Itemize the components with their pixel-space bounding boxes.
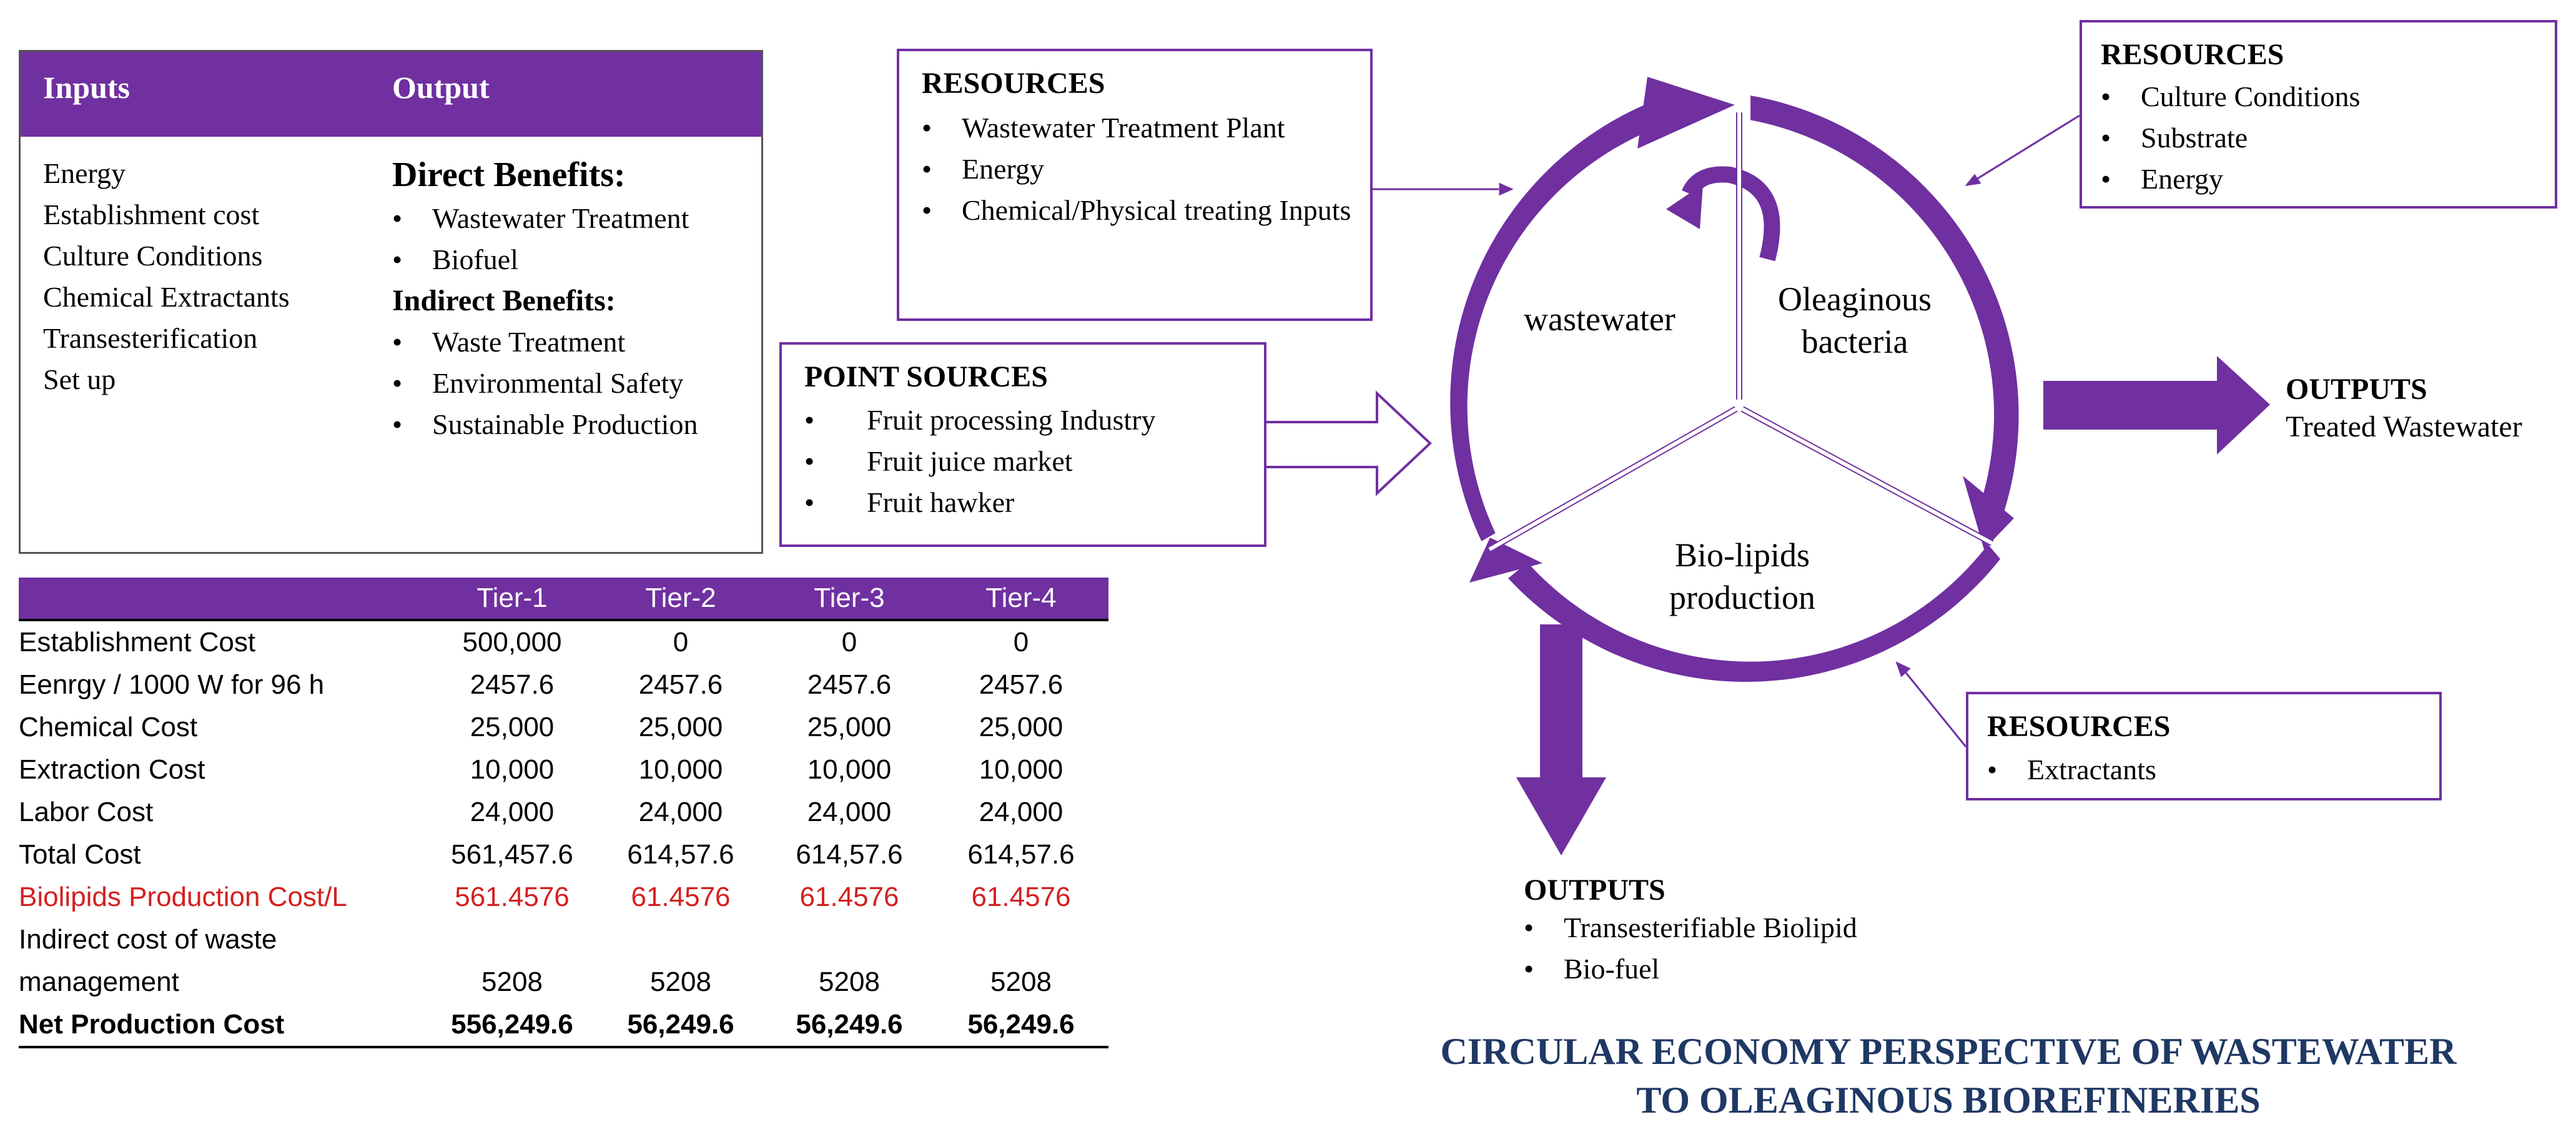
cell: 500,000: [462, 627, 562, 657]
cell: 10,000: [807, 754, 892, 785]
row-label: Labor Cost: [19, 797, 154, 827]
cell: 25,000: [638, 712, 723, 742]
resources-extractants-box: [1966, 692, 2442, 800]
outputs-bottom: [1524, 873, 2086, 990]
resource-item: • Chemical/Physical treating Inputs: [922, 190, 1359, 231]
cell: 614,57.6: [796, 839, 903, 870]
column-header: Tier-1: [428, 578, 596, 620]
resources-bacteria-box: [2080, 20, 2557, 209]
indirect-benefit-item: • Environmental Safety: [392, 363, 754, 404]
row-label: management: [19, 967, 179, 997]
cell: 5208: [819, 967, 880, 997]
cell: 25,000: [979, 712, 1063, 742]
cell: 556,249.6: [428, 1003, 596, 1047]
input-item: Establishment cost: [43, 199, 260, 230]
input-item: Chemical Extractants: [43, 281, 290, 313]
cell: 24,000: [979, 797, 1063, 827]
bacteria-label-line: Oleaginous: [1778, 280, 1932, 318]
resource-item: • Culture Conditions: [2101, 76, 2550, 117]
indirect-benefit-item: • Sustainable Production: [392, 404, 754, 445]
row-label: Biolipids Production Cost/L: [19, 882, 347, 912]
point-sources-box: [779, 342, 1266, 547]
cell: 2457.6: [807, 669, 892, 700]
point-source-item: • Fruit juice market: [804, 441, 1266, 482]
cell: 10,000: [979, 754, 1063, 785]
resources-wastewater-box: [897, 49, 1373, 321]
cell: 56,249.6: [765, 1003, 934, 1047]
point-sources-list: [804, 400, 1266, 523]
output-arrow-right: [2043, 356, 2270, 455]
cell: 5208: [481, 967, 543, 997]
cell: 61.4576: [799, 882, 899, 912]
cell: 24,000: [638, 797, 723, 827]
output-item: • Bio-fuel: [1524, 948, 2086, 990]
connector-resources-bacteria: [1976, 116, 2080, 179]
output-header: Output: [392, 70, 490, 105]
cell: 61.4576: [971, 882, 1071, 912]
cell: 5208: [990, 967, 1052, 997]
point-source-item: • Fruit processing Industry: [804, 400, 1266, 441]
row-label: Chemical Cost: [19, 712, 198, 742]
input-item: Energy: [43, 157, 126, 189]
outputs-right-text: Treated Wastewater: [2286, 410, 2522, 443]
cell: 56,249.6: [934, 1003, 1108, 1047]
column-header: Tier-2: [596, 578, 765, 620]
cell: 2457.6: [470, 669, 555, 700]
resources-list: [1987, 749, 2424, 790]
cell: 561.4576: [455, 882, 570, 912]
figure-title-line: TO OLEAGINOUS BIOREFINERIES: [1636, 1080, 2261, 1121]
cell: 24,000: [807, 797, 892, 827]
resource-item: • Wastewater Treatment Plant: [922, 107, 1359, 149]
cell: 0: [1013, 627, 1029, 657]
outputs-bottom-title: OUTPUTS: [1524, 874, 1666, 907]
row-label: Extraction Cost: [19, 754, 205, 785]
column-header: Tier-3: [765, 578, 934, 620]
resources-title: RESOURCES: [1987, 710, 2171, 743]
resources-title: RESOURCES: [922, 67, 1105, 100]
resource-item: • Extractants: [1987, 749, 2424, 790]
cell: 561,457.6: [451, 839, 573, 870]
outputs-right: [2286, 372, 2522, 448]
cell: 24,000: [470, 797, 555, 827]
oleaginous-bacteria-label: [1761, 278, 1948, 363]
direct-benefit-item: • Biofuel: [392, 239, 754, 280]
point-source-item: • Fruit hawker: [804, 482, 1266, 523]
biolipids-label-line: Bio-lipids: [1674, 536, 1810, 574]
output-item: • Transesterifiable Biolipid: [1524, 907, 2086, 948]
input-item: Transesterification: [43, 322, 258, 354]
indirect-benefits-title: Indirect Benefits:: [392, 284, 616, 317]
cell: 5208: [650, 967, 711, 997]
resources-title: RESOURCES: [2101, 38, 2284, 71]
direct-benefits-title: Direct Benefits:: [392, 155, 626, 194]
ring-arrowhead-top: [1637, 77, 1735, 149]
cell: 614,57.6: [627, 839, 734, 870]
indirect-benefit-item: • Waste Treatment: [392, 322, 754, 363]
row-label: Indirect cost of waste: [19, 924, 277, 955]
cell: 2457.6: [638, 669, 723, 700]
cell: 2457.6: [979, 669, 1063, 700]
cell: 56,249.6: [596, 1003, 765, 1047]
resources-list: [922, 107, 1359, 231]
outputs-right-title: OUTPUTS: [2286, 373, 2427, 406]
resource-item: • Energy: [922, 149, 1359, 190]
input-item: Culture Conditions: [43, 240, 263, 272]
cell: 614,57.6: [967, 839, 1075, 870]
point-sources-title: POINT SOURCES: [804, 360, 1048, 393]
resource-item: • Substrate: [2101, 117, 2550, 159]
cell: 0: [673, 627, 689, 657]
wastewater-label: wastewater: [1524, 300, 1675, 338]
resource-item: • Energy: [2101, 159, 2550, 200]
resources-list: [2101, 76, 2550, 200]
output-arrow-bottom: [1516, 624, 1606, 855]
biolipids-label-line: production: [1669, 579, 1815, 616]
row-label: Eenrgy / 1000 W for 96 h: [19, 669, 325, 700]
point-sources-arrow: [1265, 393, 1430, 493]
direct-benefit-item: • Wastewater Treatment: [392, 198, 754, 239]
biolipids-production-label: [1624, 534, 1861, 619]
input-item: Set up: [43, 363, 116, 395]
connector-resources-extractants: [1905, 671, 1966, 747]
column-header: Tier-4: [934, 578, 1108, 620]
cell: 0: [841, 627, 857, 657]
figure-title-line: CIRCULAR ECONOMY PERSPECTIVE OF WASTEWATER: [1440, 1031, 2457, 1072]
cell: 25,000: [807, 712, 892, 742]
cell: 10,000: [638, 754, 723, 785]
outputs-bottom-list: [1524, 907, 2086, 990]
row-label: Establishment Cost: [19, 627, 256, 657]
cell: 61.4576: [631, 882, 731, 912]
inputs-header: Inputs: [43, 70, 130, 105]
row-label: Net Production Cost: [19, 1003, 428, 1047]
cell: 10,000: [470, 754, 555, 785]
row-label: Total Cost: [19, 839, 141, 870]
bacteria-label-line: bacteria: [1801, 323, 1908, 360]
cell: 25,000: [470, 712, 555, 742]
